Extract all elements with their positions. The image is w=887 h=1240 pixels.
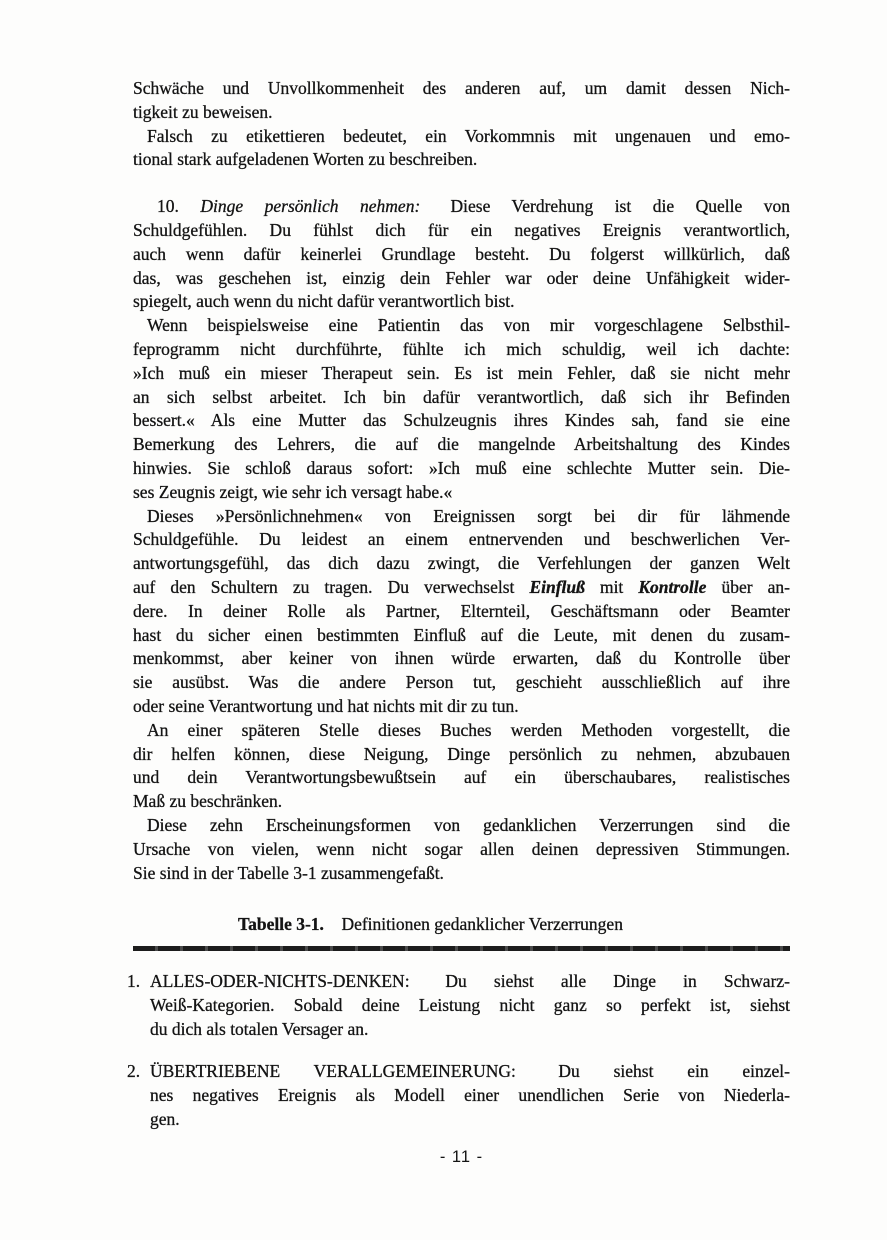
text-line bbox=[133, 766, 790, 790]
text-segment: ses Zeugnis zeigt, wie sehr ich versagt habe.« bbox=[133, 481, 453, 502]
text-segment: Schuldgefühle. Du leidest an einem entnervenden und beschwerlichen Ver- bbox=[133, 529, 790, 550]
text-segment: ALLES-ODER-NICHTS-DENKEN: Du siehst alle Dinge in Schwarz- bbox=[150, 971, 790, 992]
text-line bbox=[133, 243, 790, 267]
text-segment: bessert.« Als eine Mutter das Schulzeugnis ihres Kindes sah, fand sie eine bbox=[133, 410, 790, 431]
paragraph bbox=[133, 125, 790, 173]
text-line bbox=[133, 125, 790, 149]
text-segment: An einer späteren Stelle dieses Buches werden Methoden vorgestellt, die bbox=[147, 719, 790, 740]
text-line bbox=[133, 552, 790, 576]
text-line bbox=[150, 1060, 790, 1084]
text-segment: Maß zu beschränken. bbox=[133, 791, 283, 812]
text-line bbox=[133, 362, 790, 386]
text-segment: tigkeit zu beweisen. bbox=[133, 101, 273, 122]
text-line bbox=[133, 528, 790, 552]
text-line bbox=[133, 481, 790, 505]
text-line bbox=[133, 576, 790, 600]
text-segment: Ursache von vielen, wenn nicht sogar allen deinen depressiven Stimmungen. bbox=[133, 838, 790, 859]
paragraph bbox=[133, 314, 790, 504]
list-item-text bbox=[150, 1060, 790, 1131]
list-number: 2. bbox=[127, 1061, 141, 1082]
text-segment: feprogramm nicht durchführte, fühlte ich mich schuldig, weil ich dachte: bbox=[133, 338, 790, 359]
text-line bbox=[133, 314, 790, 338]
text-segment: über an- bbox=[706, 576, 790, 597]
paragraph bbox=[133, 77, 790, 125]
text-line bbox=[150, 1018, 790, 1042]
text-segment: Tabelle 3-1. bbox=[238, 914, 324, 935]
text-segment: tional stark aufgeladenen Worten zu beschreiben. bbox=[133, 149, 478, 170]
text-segment: du dich als totalen Versager an. bbox=[150, 1018, 369, 1039]
text-line bbox=[133, 505, 790, 529]
text-line bbox=[133, 290, 790, 314]
text-segment: Schwäche und Unvollkommenheit des anderen auf, um damit dessen Nich- bbox=[133, 78, 790, 98]
table-caption bbox=[133, 913, 790, 937]
text-line bbox=[133, 219, 790, 243]
text-segment: Diese Verdrehung ist die Quelle von bbox=[420, 196, 790, 217]
text-segment: Falsch zu etikettieren bedeutet, ein Vorkommnis mit ungenauen und emo- bbox=[147, 125, 790, 146]
text-line bbox=[133, 671, 790, 695]
text-line bbox=[133, 600, 790, 624]
text-line bbox=[133, 624, 790, 648]
text-line bbox=[133, 838, 790, 862]
text-line bbox=[150, 994, 790, 1018]
text-segment: hast du sicher einen bestimmten Einfluß auf die Leute, mit denen du zusam- bbox=[133, 624, 790, 645]
text-line bbox=[133, 862, 790, 886]
text-segment: Dinge persönlich nehmen: bbox=[200, 196, 421, 217]
paragraph bbox=[133, 505, 790, 719]
text-segment: auf den Schultern zu tragen. Du verwechselst bbox=[133, 576, 530, 597]
text-line bbox=[133, 719, 790, 743]
text-segment: menkommst, aber keiner von ihnen würde erwarten, daß du Kontrolle über bbox=[133, 648, 790, 669]
text-segment: sie ausübst. Was die andere Person tut, geschieht ausschließlich auf ihre bbox=[133, 672, 790, 693]
text-segment: an sich selbst arbeitet. Ich bin dafür verantwortlich, daß sich ihr Befinden bbox=[133, 386, 790, 407]
text-line bbox=[133, 386, 790, 410]
paragraph bbox=[133, 814, 790, 885]
text-segment: Einfluß bbox=[529, 576, 585, 597]
text-segment: dere. In deiner Rolle als Partner, Elternteil, Geschäftsmann oder Beamter bbox=[133, 600, 790, 621]
text-line bbox=[133, 77, 790, 101]
text-segment: Definitionen gedanklicher Verzerrungen bbox=[323, 914, 623, 935]
text-column bbox=[127, 77, 790, 1168]
text-line bbox=[133, 695, 790, 719]
text-segment: hinwies. Sie schloß daraus sofort: »Ich muß eine schlechte Mutter sein. Die- bbox=[133, 457, 790, 478]
text-segment: und dein Verantwortungsbewußtsein auf ein überschaubares, realistisches bbox=[133, 767, 790, 788]
text-segment: oder seine Verantwortung und hat nichts mit dir zu tun. bbox=[133, 695, 519, 716]
text-segment: auch wenn dafür keinerlei Grundlage besteht. Du folgerst willkürlich, daß bbox=[133, 243, 790, 264]
text-segment: nes negatives Ereignis als Modell einer unendlichen Serie von Niederla- bbox=[150, 1085, 790, 1106]
list-number: 1. bbox=[127, 971, 141, 992]
text-line bbox=[133, 338, 790, 362]
text-line bbox=[150, 970, 790, 994]
table-rule bbox=[133, 946, 790, 951]
text-line bbox=[133, 457, 790, 481]
text-segment: Diese zehn Erscheinungsformen von gedanklichen Verzerrungen sind die bbox=[147, 814, 790, 835]
list-item bbox=[127, 1060, 790, 1131]
text-line bbox=[150, 1108, 790, 1132]
text-line bbox=[133, 101, 790, 125]
text-line bbox=[133, 409, 790, 433]
text-line bbox=[133, 433, 790, 457]
text-segment: spiegelt, auch wenn du nicht dafür verantwortlich bist. bbox=[133, 291, 515, 312]
text-line bbox=[133, 647, 790, 671]
list-item-text bbox=[150, 970, 790, 1041]
text-segment: Schuldgefühlen. Du fühlst dich für ein negatives Ereignis verantwortlich, bbox=[133, 219, 790, 240]
text-segment: Sie sind in der Tabelle 3-1 zusammengefaßt. bbox=[133, 862, 444, 883]
page-number: - 11 - bbox=[439, 1147, 484, 1166]
list-item bbox=[127, 970, 790, 1041]
text-segment: Wenn beispielsweise eine Patientin das von mir vorgeschlagene Selbsthil- bbox=[147, 315, 790, 336]
text-segment: ÜBERTRIEBENE VERALLGEMEINERUNG: Du siehst ein einzel- bbox=[150, 1061, 790, 1082]
text-segment: Bemerkung des Lehrers, die auf die mangelnde Arbeitshaltung des Kindes bbox=[133, 434, 790, 455]
text-line bbox=[133, 195, 790, 219]
text-segment: das, was geschehen ist, einzig dein Fehler war oder deine Unfähigkeit wider- bbox=[133, 267, 790, 288]
text-line bbox=[150, 1084, 790, 1108]
text-segment: mit bbox=[584, 576, 639, 597]
paragraph bbox=[133, 719, 790, 814]
text-segment: 10. bbox=[157, 196, 201, 217]
paragraph bbox=[133, 195, 790, 314]
text-line bbox=[133, 267, 790, 291]
text-segment: Weiß-Kategorien. Sobald deine Leistung nicht ganz so perfekt ist, siehst bbox=[150, 994, 790, 1015]
text-line bbox=[133, 743, 790, 767]
text-segment: Dieses »Persönlichnehmen« von Ereignissen sorgt bei dir für lähmende bbox=[147, 505, 790, 526]
text-segment: antwortungsgefühl, das dich dazu zwingt, die Verfehlungen der ganzen Welt bbox=[133, 553, 790, 574]
page-body-text bbox=[127, 77, 790, 1132]
text-segment: gen. bbox=[150, 1109, 180, 1130]
text-segment: Kontrolle bbox=[638, 576, 707, 597]
text-line bbox=[133, 790, 790, 814]
text-segment: dir helfen können, diese Neigung, Dinge persönlich zu nehmen, abzubauen bbox=[133, 743, 790, 764]
text-line bbox=[133, 148, 790, 172]
text-line bbox=[133, 814, 790, 838]
text-segment: »Ich muß ein mieser Therapeut sein. Es ist mein Fehler, daß sie nicht mehr bbox=[133, 362, 790, 383]
